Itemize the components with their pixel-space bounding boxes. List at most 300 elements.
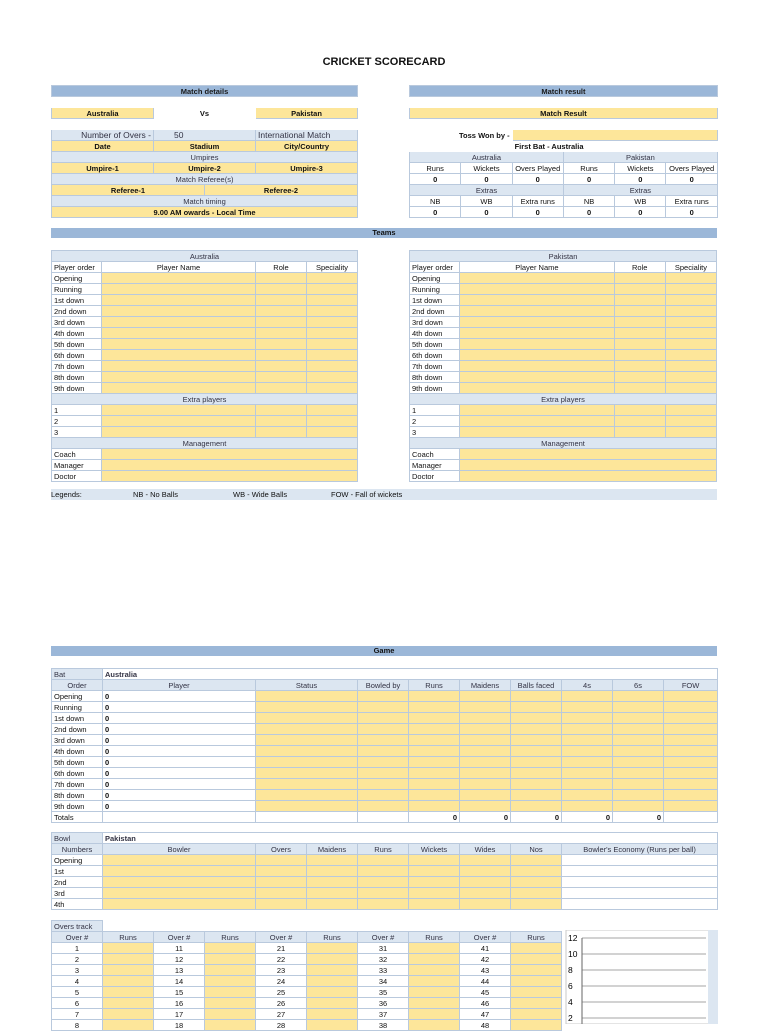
roster-input[interactable] <box>307 361 358 372</box>
roster-input[interactable] <box>665 339 716 350</box>
roster-input[interactable] <box>307 317 358 328</box>
management-input[interactable] <box>102 460 358 471</box>
over-runs-input[interactable] <box>409 976 460 987</box>
over-runs-input[interactable] <box>511 1020 562 1031</box>
bat-input[interactable] <box>358 724 409 735</box>
bat-input[interactable] <box>409 779 460 790</box>
bat-input[interactable] <box>409 746 460 757</box>
bowl-input[interactable] <box>358 888 409 899</box>
toss-value[interactable] <box>512 130 717 141</box>
batter-name[interactable]: 0 <box>103 746 256 757</box>
roster-input[interactable] <box>102 405 256 416</box>
batting-table <box>51 668 718 823</box>
roster-input[interactable] <box>307 383 358 394</box>
bowl-input[interactable] <box>307 866 358 877</box>
bowl-input[interactable] <box>103 866 256 877</box>
bowl-col-header: Wickets <box>409 844 460 855</box>
over-runs-input[interactable] <box>307 1020 358 1031</box>
roster-input[interactable] <box>102 273 256 284</box>
bat-input[interactable] <box>664 724 718 735</box>
bat-input[interactable] <box>562 724 613 735</box>
bowl-input[interactable] <box>460 866 511 877</box>
over-runs-input[interactable] <box>205 976 256 987</box>
roster-input[interactable] <box>256 273 307 284</box>
roster-input[interactable] <box>307 339 358 350</box>
roster-input[interactable] <box>102 372 256 383</box>
over-runs-input[interactable] <box>409 987 460 998</box>
roster-input[interactable] <box>102 339 256 350</box>
track-row <box>52 1009 562 1020</box>
roster-input[interactable] <box>307 405 358 416</box>
bat-input[interactable] <box>460 702 511 713</box>
roster-input[interactable] <box>665 306 716 317</box>
roster-input[interactable] <box>307 306 358 317</box>
stadium-cell[interactable]: Stadium <box>154 141 256 152</box>
bowl-input[interactable] <box>460 877 511 888</box>
bowl-input[interactable] <box>358 855 409 866</box>
roster-input[interactable] <box>102 328 256 339</box>
overs-value[interactable]: 50 <box>154 130 256 141</box>
roster-input[interactable] <box>460 339 614 350</box>
roster-input[interactable] <box>256 284 307 295</box>
umpire2-cell[interactable]: Umpire-2 <box>154 163 256 174</box>
roster-input[interactable] <box>102 284 256 295</box>
bowl-input[interactable] <box>103 855 256 866</box>
over-runs-input[interactable] <box>205 965 256 976</box>
roster-input[interactable] <box>307 416 358 427</box>
over-runs-input[interactable] <box>205 998 256 1009</box>
bowl-input[interactable] <box>511 877 562 888</box>
roster-input[interactable] <box>614 405 665 416</box>
over-runs-input[interactable] <box>511 1009 562 1020</box>
bat-input[interactable] <box>358 790 409 801</box>
roster-input[interactable] <box>665 273 716 284</box>
bat-input[interactable] <box>511 724 562 735</box>
batter-name[interactable]: 0 <box>103 768 256 779</box>
roster-input[interactable] <box>102 361 256 372</box>
bat-input[interactable] <box>511 790 562 801</box>
bat-input[interactable] <box>409 757 460 768</box>
roster-input[interactable] <box>102 427 256 438</box>
bat-input[interactable] <box>358 746 409 757</box>
bowl-input[interactable] <box>256 888 307 899</box>
roster-input[interactable] <box>614 350 665 361</box>
referee1-cell[interactable]: Referee-1 <box>52 185 205 196</box>
bat-input[interactable] <box>409 768 460 779</box>
over-runs-input[interactable] <box>511 976 562 987</box>
over-runs-input[interactable] <box>511 998 562 1009</box>
bowl-input[interactable] <box>460 888 511 899</box>
bat-input[interactable] <box>511 746 562 757</box>
over-runs-input[interactable] <box>103 1009 154 1020</box>
bat-input[interactable] <box>460 757 511 768</box>
bat-input[interactable] <box>256 724 358 735</box>
roster-input[interactable] <box>665 284 716 295</box>
bat-input[interactable] <box>613 768 664 779</box>
roster-input[interactable] <box>665 372 716 383</box>
bat-input[interactable] <box>460 735 511 746</box>
roster-input[interactable] <box>102 416 256 427</box>
over-runs-input[interactable] <box>409 1020 460 1031</box>
roster-input[interactable] <box>665 328 716 339</box>
bowl-input[interactable] <box>103 877 256 888</box>
bowl-input[interactable] <box>307 899 358 910</box>
bat-input[interactable] <box>256 735 358 746</box>
bowl-input[interactable] <box>511 899 562 910</box>
player-order: 9th down <box>52 383 102 394</box>
over-runs-input[interactable] <box>103 965 154 976</box>
over-runs-input[interactable] <box>205 943 256 954</box>
bat-input[interactable] <box>613 735 664 746</box>
batter-name[interactable]: 0 <box>103 713 256 724</box>
bat-input[interactable] <box>511 779 562 790</box>
roster-input[interactable] <box>307 372 358 383</box>
roster-input[interactable] <box>256 372 307 383</box>
bowl-input[interactable] <box>460 899 511 910</box>
roster-input[interactable] <box>256 350 307 361</box>
team1-roster <box>51 250 358 482</box>
over-runs-input[interactable] <box>307 998 358 1009</box>
bat-input[interactable] <box>562 713 613 724</box>
over-runs-input[interactable] <box>409 965 460 976</box>
bat-input[interactable] <box>256 691 358 702</box>
roster-input[interactable] <box>665 295 716 306</box>
over-number: 34 <box>358 976 409 987</box>
bat-input[interactable] <box>664 801 718 812</box>
bat-input[interactable] <box>562 768 613 779</box>
bowl-input[interactable] <box>511 866 562 877</box>
roster-input[interactable] <box>460 416 614 427</box>
roster-input[interactable] <box>614 306 665 317</box>
bat-col-header: Balls faced <box>511 680 562 691</box>
roster-input[interactable] <box>460 361 614 372</box>
bat-input[interactable] <box>664 691 718 702</box>
roster-input[interactable] <box>460 372 614 383</box>
over-runs-input[interactable] <box>103 943 154 954</box>
bat-input[interactable] <box>562 757 613 768</box>
umpire3-cell[interactable]: Umpire-3 <box>256 163 358 174</box>
bat-input[interactable] <box>256 702 358 713</box>
bat-input[interactable] <box>562 801 613 812</box>
over-runs-input[interactable] <box>103 976 154 987</box>
roster-input[interactable] <box>307 328 358 339</box>
over-runs-input[interactable] <box>409 998 460 1009</box>
batter-name[interactable]: 0 <box>103 691 256 702</box>
management-input[interactable] <box>102 471 358 482</box>
bowl-input[interactable] <box>409 855 460 866</box>
roster-input[interactable] <box>614 361 665 372</box>
batter-name[interactable]: 0 <box>103 724 256 735</box>
bat-input[interactable] <box>613 746 664 757</box>
roster-input[interactable] <box>256 339 307 350</box>
over-runs-input[interactable] <box>511 954 562 965</box>
bat-input[interactable] <box>409 735 460 746</box>
bat-input[interactable] <box>256 757 358 768</box>
bat-input[interactable] <box>460 790 511 801</box>
roster-input[interactable] <box>614 427 665 438</box>
over-runs-input[interactable] <box>205 1009 256 1020</box>
over-runs-input[interactable] <box>205 1020 256 1031</box>
batter-name[interactable]: 0 <box>103 790 256 801</box>
bat-input[interactable] <box>256 779 358 790</box>
match-result-cell[interactable]: Match Result <box>410 108 718 119</box>
over-runs-input[interactable] <box>409 943 460 954</box>
roster-input[interactable] <box>256 427 307 438</box>
roster-input[interactable] <box>614 416 665 427</box>
roster-input[interactable] <box>256 416 307 427</box>
bat-input[interactable] <box>460 691 511 702</box>
over-runs-input[interactable] <box>205 954 256 965</box>
bat-input[interactable] <box>358 757 409 768</box>
roster-input[interactable] <box>102 350 256 361</box>
over-runs-input[interactable] <box>103 987 154 998</box>
bowl-input[interactable] <box>103 899 256 910</box>
roster-input[interactable] <box>665 317 716 328</box>
track-row <box>52 987 562 998</box>
bat-input[interactable] <box>562 691 613 702</box>
bat-col-header: FOW <box>664 680 718 691</box>
bowl-input[interactable] <box>256 855 307 866</box>
roster-input[interactable] <box>614 317 665 328</box>
batter-name[interactable]: 0 <box>103 735 256 746</box>
bat-input[interactable] <box>511 691 562 702</box>
bowl-input[interactable] <box>256 899 307 910</box>
over-runs-input[interactable] <box>511 965 562 976</box>
bowl-input[interactable] <box>307 888 358 899</box>
roster-row <box>410 361 717 372</box>
roster-input[interactable] <box>307 284 358 295</box>
bat-input[interactable] <box>664 757 718 768</box>
over-runs-input[interactable] <box>307 1009 358 1020</box>
player-order: 4th down <box>410 328 460 339</box>
bat-input[interactable] <box>511 801 562 812</box>
over-runs-input[interactable] <box>307 987 358 998</box>
timing-value[interactable]: 9.00 AM owards - Local Time <box>52 207 358 218</box>
roster-input[interactable] <box>460 317 614 328</box>
roster-input[interactable] <box>665 405 716 416</box>
batter-name[interactable]: 0 <box>103 801 256 812</box>
roster-input[interactable] <box>460 427 614 438</box>
team1-cell[interactable]: Australia <box>52 108 154 119</box>
roster-input[interactable] <box>665 383 716 394</box>
bat-input[interactable] <box>409 724 460 735</box>
management-input[interactable] <box>460 471 717 482</box>
bat-input[interactable] <box>613 801 664 812</box>
management-input[interactable] <box>460 460 717 471</box>
bat-input[interactable] <box>562 735 613 746</box>
over-runs-input[interactable] <box>307 965 358 976</box>
roster-input[interactable] <box>256 328 307 339</box>
bat-input[interactable] <box>358 713 409 724</box>
bat-input[interactable] <box>256 768 358 779</box>
bowl-input[interactable] <box>307 877 358 888</box>
roster-input[interactable] <box>102 317 256 328</box>
bat-input[interactable] <box>460 724 511 735</box>
roster-input[interactable] <box>614 284 665 295</box>
roster-row <box>410 295 717 306</box>
management-input[interactable] <box>460 449 717 460</box>
bowl-input[interactable] <box>409 877 460 888</box>
roster-input[interactable] <box>614 328 665 339</box>
bat-input[interactable] <box>256 713 358 724</box>
over-runs-input[interactable] <box>409 954 460 965</box>
bat-input[interactable] <box>460 768 511 779</box>
batter-name[interactable]: 0 <box>103 702 256 713</box>
bat-input[interactable] <box>256 746 358 757</box>
bat-input[interactable] <box>613 724 664 735</box>
bat-input[interactable] <box>409 702 460 713</box>
player-order: 5th down <box>410 339 460 350</box>
referee2-cell[interactable]: Referee-2 <box>205 185 358 196</box>
over-runs-input[interactable] <box>307 954 358 965</box>
umpire1-cell[interactable]: Umpire-1 <box>52 163 154 174</box>
bat-input[interactable] <box>562 779 613 790</box>
management-role: Doctor <box>52 471 102 482</box>
bat-input[interactable] <box>358 801 409 812</box>
bat-input[interactable] <box>664 779 718 790</box>
bowl-input[interactable] <box>358 866 409 877</box>
bat-input[interactable] <box>613 779 664 790</box>
bat-input[interactable] <box>358 702 409 713</box>
roster-input[interactable] <box>307 295 358 306</box>
roster-input[interactable] <box>102 383 256 394</box>
roster-input[interactable] <box>460 328 614 339</box>
roster-input[interactable] <box>460 383 614 394</box>
roster-input[interactable] <box>614 372 665 383</box>
over-runs-input[interactable] <box>307 943 358 954</box>
bat-input[interactable] <box>664 790 718 801</box>
bowl-input[interactable] <box>511 888 562 899</box>
roster-input[interactable] <box>256 383 307 394</box>
bat-input[interactable] <box>664 768 718 779</box>
roster-input[interactable] <box>102 295 256 306</box>
bat-input[interactable] <box>511 768 562 779</box>
bat-input[interactable] <box>613 757 664 768</box>
roster-input[interactable] <box>307 427 358 438</box>
roster-input[interactable] <box>665 350 716 361</box>
roster-input[interactable] <box>307 350 358 361</box>
roster-input[interactable] <box>256 361 307 372</box>
roster-input[interactable] <box>460 295 614 306</box>
bowl-input[interactable] <box>409 888 460 899</box>
bat-input[interactable] <box>460 779 511 790</box>
roster-input[interactable] <box>614 273 665 284</box>
bat-input[interactable] <box>562 702 613 713</box>
over-runs-input[interactable] <box>511 987 562 998</box>
date-cell[interactable]: Date <box>52 141 154 152</box>
overs-label: Number of Overs - <box>52 130 154 141</box>
bat-input[interactable] <box>511 702 562 713</box>
bat-input[interactable] <box>562 746 613 757</box>
bowl-input[interactable] <box>358 877 409 888</box>
over-runs-input[interactable] <box>205 987 256 998</box>
bat-input[interactable] <box>511 713 562 724</box>
bat-input[interactable] <box>613 691 664 702</box>
roster-input[interactable] <box>460 350 614 361</box>
over-runs-input[interactable] <box>511 943 562 954</box>
over-runs-input[interactable] <box>103 954 154 965</box>
match-details-header: Match details <box>52 86 358 97</box>
over-runs-input[interactable] <box>103 1020 154 1031</box>
bat-input[interactable] <box>664 735 718 746</box>
batter-name[interactable]: 0 <box>103 757 256 768</box>
bat-input[interactable] <box>256 801 358 812</box>
bat-input[interactable] <box>511 757 562 768</box>
bat-input[interactable] <box>358 779 409 790</box>
bowl-input[interactable] <box>409 866 460 877</box>
roster-input[interactable] <box>614 295 665 306</box>
team2-cell[interactable]: Pakistan <box>256 108 358 119</box>
roster-input[interactable] <box>256 317 307 328</box>
player-order: 7th down <box>52 361 102 372</box>
roster-input[interactable] <box>460 405 614 416</box>
city-cell[interactable]: City/Country <box>256 141 358 152</box>
roster-input[interactable] <box>614 339 665 350</box>
roster-input[interactable] <box>460 284 614 295</box>
roster-input[interactable] <box>102 306 256 317</box>
roster-input[interactable] <box>256 295 307 306</box>
bat-input[interactable] <box>613 702 664 713</box>
track-row <box>52 1020 562 1031</box>
bowl-input[interactable] <box>103 888 256 899</box>
bat-input[interactable] <box>664 713 718 724</box>
roster-input[interactable] <box>665 416 716 427</box>
bat-input[interactable] <box>460 713 511 724</box>
bat-input[interactable] <box>358 691 409 702</box>
bat-input[interactable] <box>409 691 460 702</box>
bowl-input[interactable] <box>409 899 460 910</box>
roster-input[interactable] <box>614 383 665 394</box>
bat-input[interactable] <box>409 790 460 801</box>
over-runs-input[interactable] <box>307 976 358 987</box>
roster-input[interactable] <box>256 405 307 416</box>
roster-input[interactable] <box>256 306 307 317</box>
bowl-input[interactable] <box>307 855 358 866</box>
bowl-input[interactable] <box>460 855 511 866</box>
management-input[interactable] <box>102 449 358 460</box>
bowl-input[interactable] <box>256 877 307 888</box>
batter-name[interactable]: 0 <box>103 779 256 790</box>
over-runs-input[interactable] <box>103 998 154 1009</box>
extra-number: 3 <box>410 427 460 438</box>
bat-input[interactable] <box>358 768 409 779</box>
bat-input[interactable] <box>664 702 718 713</box>
bat-input[interactable] <box>613 713 664 724</box>
bat-input[interactable] <box>613 790 664 801</box>
bat-input[interactable] <box>358 735 409 746</box>
bat-input[interactable] <box>511 735 562 746</box>
over-runs-input[interactable] <box>409 1009 460 1020</box>
bat-input[interactable] <box>460 746 511 757</box>
bat-input[interactable] <box>562 790 613 801</box>
roster-input[interactable] <box>460 273 614 284</box>
roster-input[interactable] <box>665 427 716 438</box>
roster-input[interactable] <box>460 306 614 317</box>
bat-input[interactable] <box>256 790 358 801</box>
bat-col-header: Player <box>103 680 256 691</box>
chart-frame <box>566 930 716 1024</box>
bowl-input[interactable] <box>256 866 307 877</box>
bat-input[interactable] <box>409 713 460 724</box>
bowl-input[interactable] <box>511 855 562 866</box>
bat-input[interactable] <box>664 746 718 757</box>
roster-input[interactable] <box>665 361 716 372</box>
roster-input[interactable] <box>307 273 358 284</box>
bowl-input[interactable] <box>358 899 409 910</box>
bat-input[interactable] <box>409 801 460 812</box>
extra-players-label: Extra players <box>410 394 717 405</box>
bat-input[interactable] <box>460 801 511 812</box>
